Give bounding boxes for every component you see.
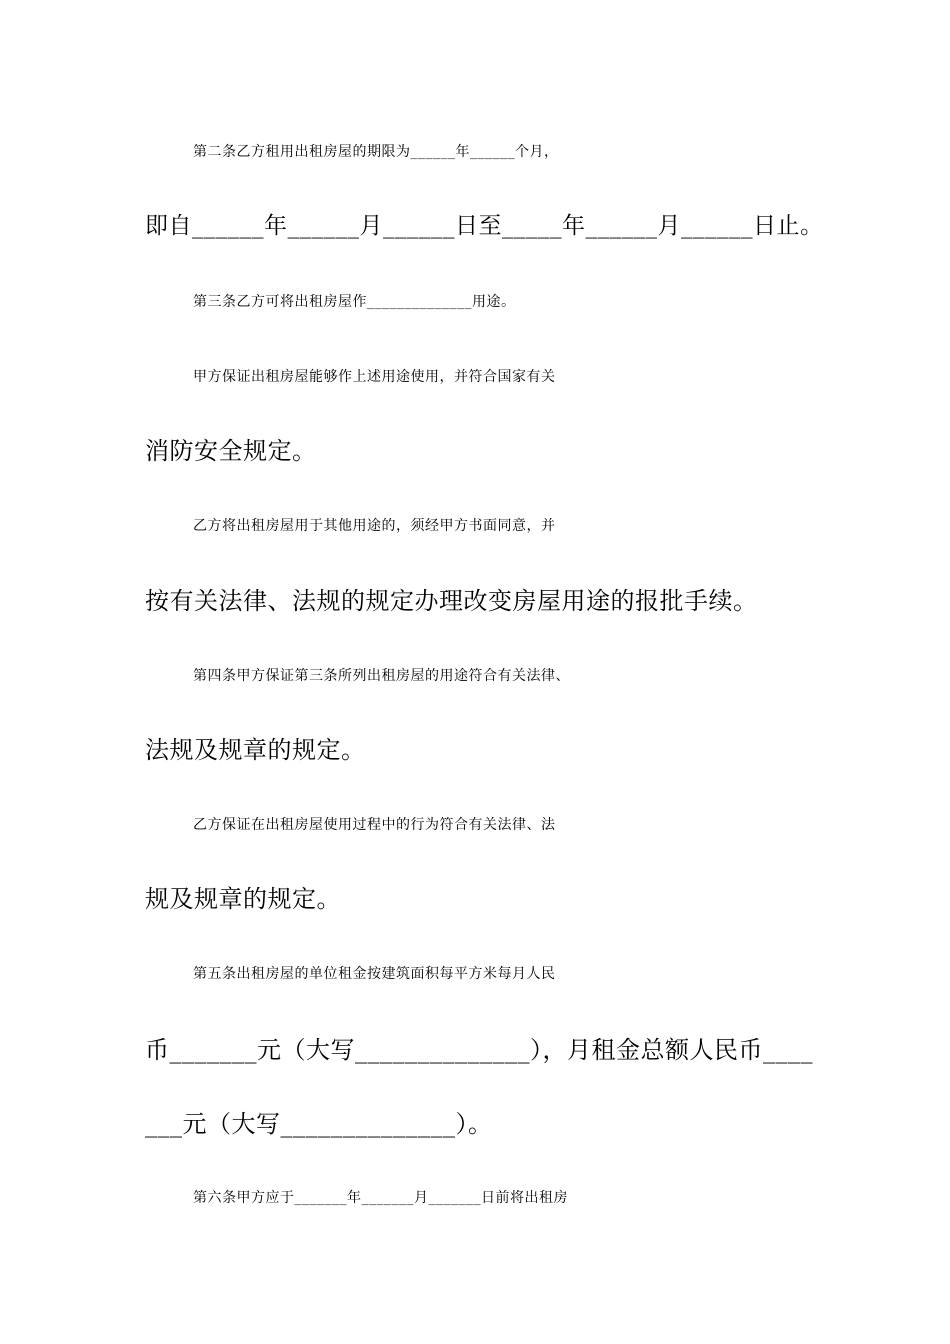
clause-3-para-2-line-1: 甲方保证出租房屋能够作上述用途使用，并符合国家有关 bbox=[193, 369, 556, 385]
clause-6-line-1: 第六条甲方应于_______年_______月_______日前将出租房 bbox=[193, 1190, 568, 1206]
clause-5-line-2: 币_______元（大写______________），月租金总额人民币____ bbox=[145, 1036, 813, 1064]
clause-3-para-2-line-2: 消防安全规定。 bbox=[145, 437, 317, 465]
clause-2-line-1: 第二条乙方租用出租房屋的期限为______年______个月， bbox=[193, 144, 559, 160]
clause-4-line-1: 第四条甲方保证第三条所列出租房屋的用途符合有关法律、 bbox=[193, 668, 570, 684]
clause-4-para-2-line-1: 乙方保证在出租房屋使用过程中的行为符合有关法律、法 bbox=[193, 817, 556, 833]
clause-2-line-2: 即自______年______月______日至_____年______月______日止。 bbox=[145, 213, 824, 239]
clause-4-para-2-line-2: 规及规章的规定。 bbox=[145, 885, 341, 913]
clause-3-para-3-line-1: 乙方将出租房屋用于其他用途的，须经甲方书面同意，并 bbox=[193, 518, 556, 534]
clause-4-line-2: 法规及规章的规定。 bbox=[145, 736, 366, 764]
clause-3-line-1: 第三条乙方可将出租房屋作______________用途。 bbox=[193, 294, 516, 310]
clause-3-para-3-line-2: 按有关法律、法规的规定办理改变房屋用途的报批手续。 bbox=[145, 587, 758, 615]
clause-5-line-1: 第五条出租房屋的单位租金按建筑面积每平方米每月人民 bbox=[193, 966, 556, 982]
clause-5-line-3: ___元（大写______________）。 bbox=[145, 1110, 493, 1138]
